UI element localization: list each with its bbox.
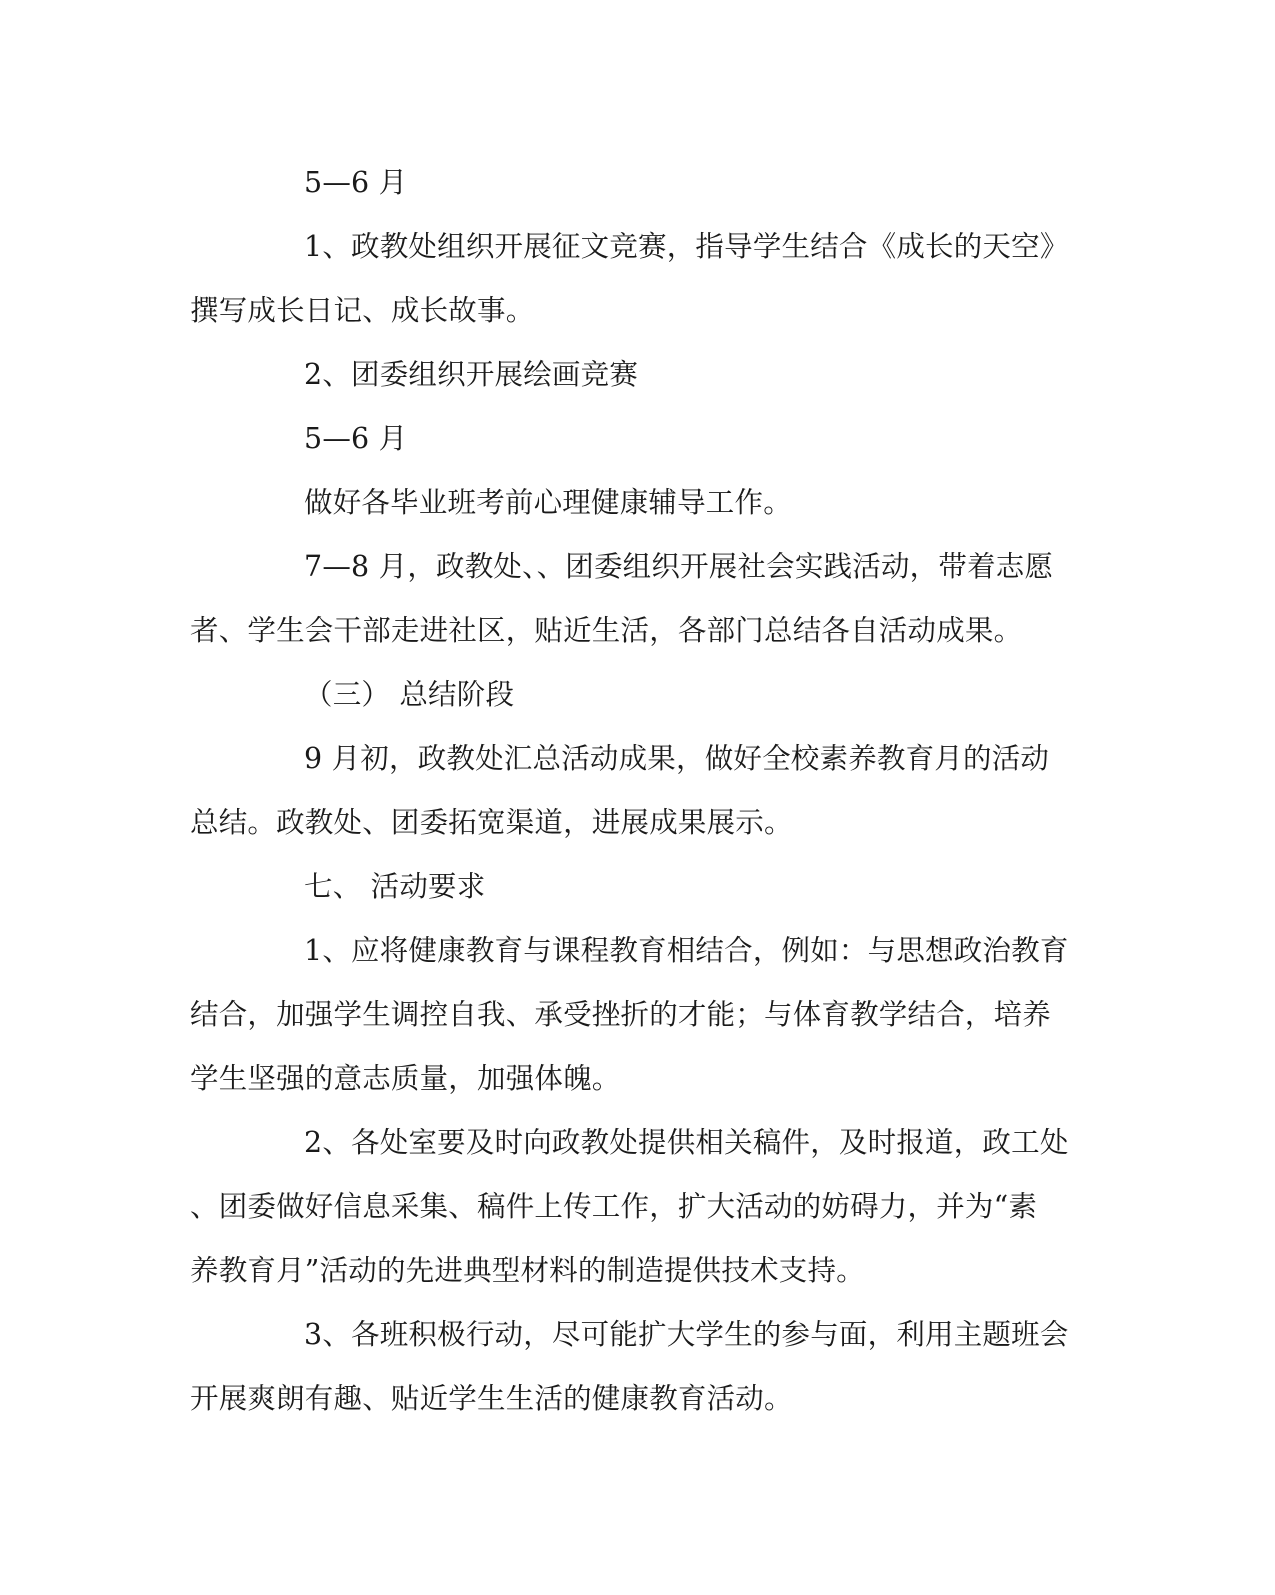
section-heading: 七、 活动要求: [304, 870, 486, 903]
paragraph-line: 学生坚强的意志质量，加强体魄。: [190, 1062, 621, 1095]
paragraph-line: 、团委做好信息采集、稿件上传工作，扩大活动的妨碍力，并为“素: [190, 1190, 1038, 1223]
month-heading: 5—6 月: [304, 422, 408, 455]
paragraph-line: 1、应将健康教育与课程教育相结合，例如：与思想政治教育: [304, 934, 1069, 967]
paragraph-line: 7—8 月，政教处、、团委组织开展社会实践活动，带着志愿: [304, 550, 1054, 583]
section-heading: （三） 总结阶段: [304, 678, 515, 711]
paragraph-line: 开展爽朗有趣、贴近学生生活的健康教育活动。: [190, 1382, 793, 1415]
paragraph-line: 做好各毕业班考前心理健康辅导工作。: [304, 486, 792, 519]
paragraph-line: 9 月初，政教处汇总活动成果，做好全校素养教育月的活动: [304, 742, 1050, 775]
month-heading: 5—6 月: [304, 166, 408, 199]
paragraph-line: 2、团委组织开展绘画竞赛: [304, 358, 639, 391]
paragraph-line: 3、各班积极行动，尽可能扩大学生的参与面，利用主题班会: [304, 1318, 1069, 1351]
paragraph-line: 结合，加强学生调控自我、承受挫折的才能；与体育教学结合，培养: [190, 998, 1052, 1031]
paragraph-line: 撰写成长日记、成长故事。: [190, 294, 535, 327]
paragraph-line: 2、各处室要及时向政教处提供相关稿件，及时报道，政工处: [304, 1126, 1069, 1159]
paragraph-line: 养教育月”活动的先进典型材料的制造提供技术支持。: [190, 1254, 865, 1287]
paragraph-line: 者、学生会干部走进社区，贴近生活，各部门总结各自活动成果。: [190, 614, 1023, 647]
paragraph-line: 1、政教处组织开展征文竞赛，指导学生结合《成长的天空》: [304, 230, 1069, 263]
paragraph-line: 总结。政教处、团委拓宽渠道，进展成果展示。: [190, 806, 793, 839]
